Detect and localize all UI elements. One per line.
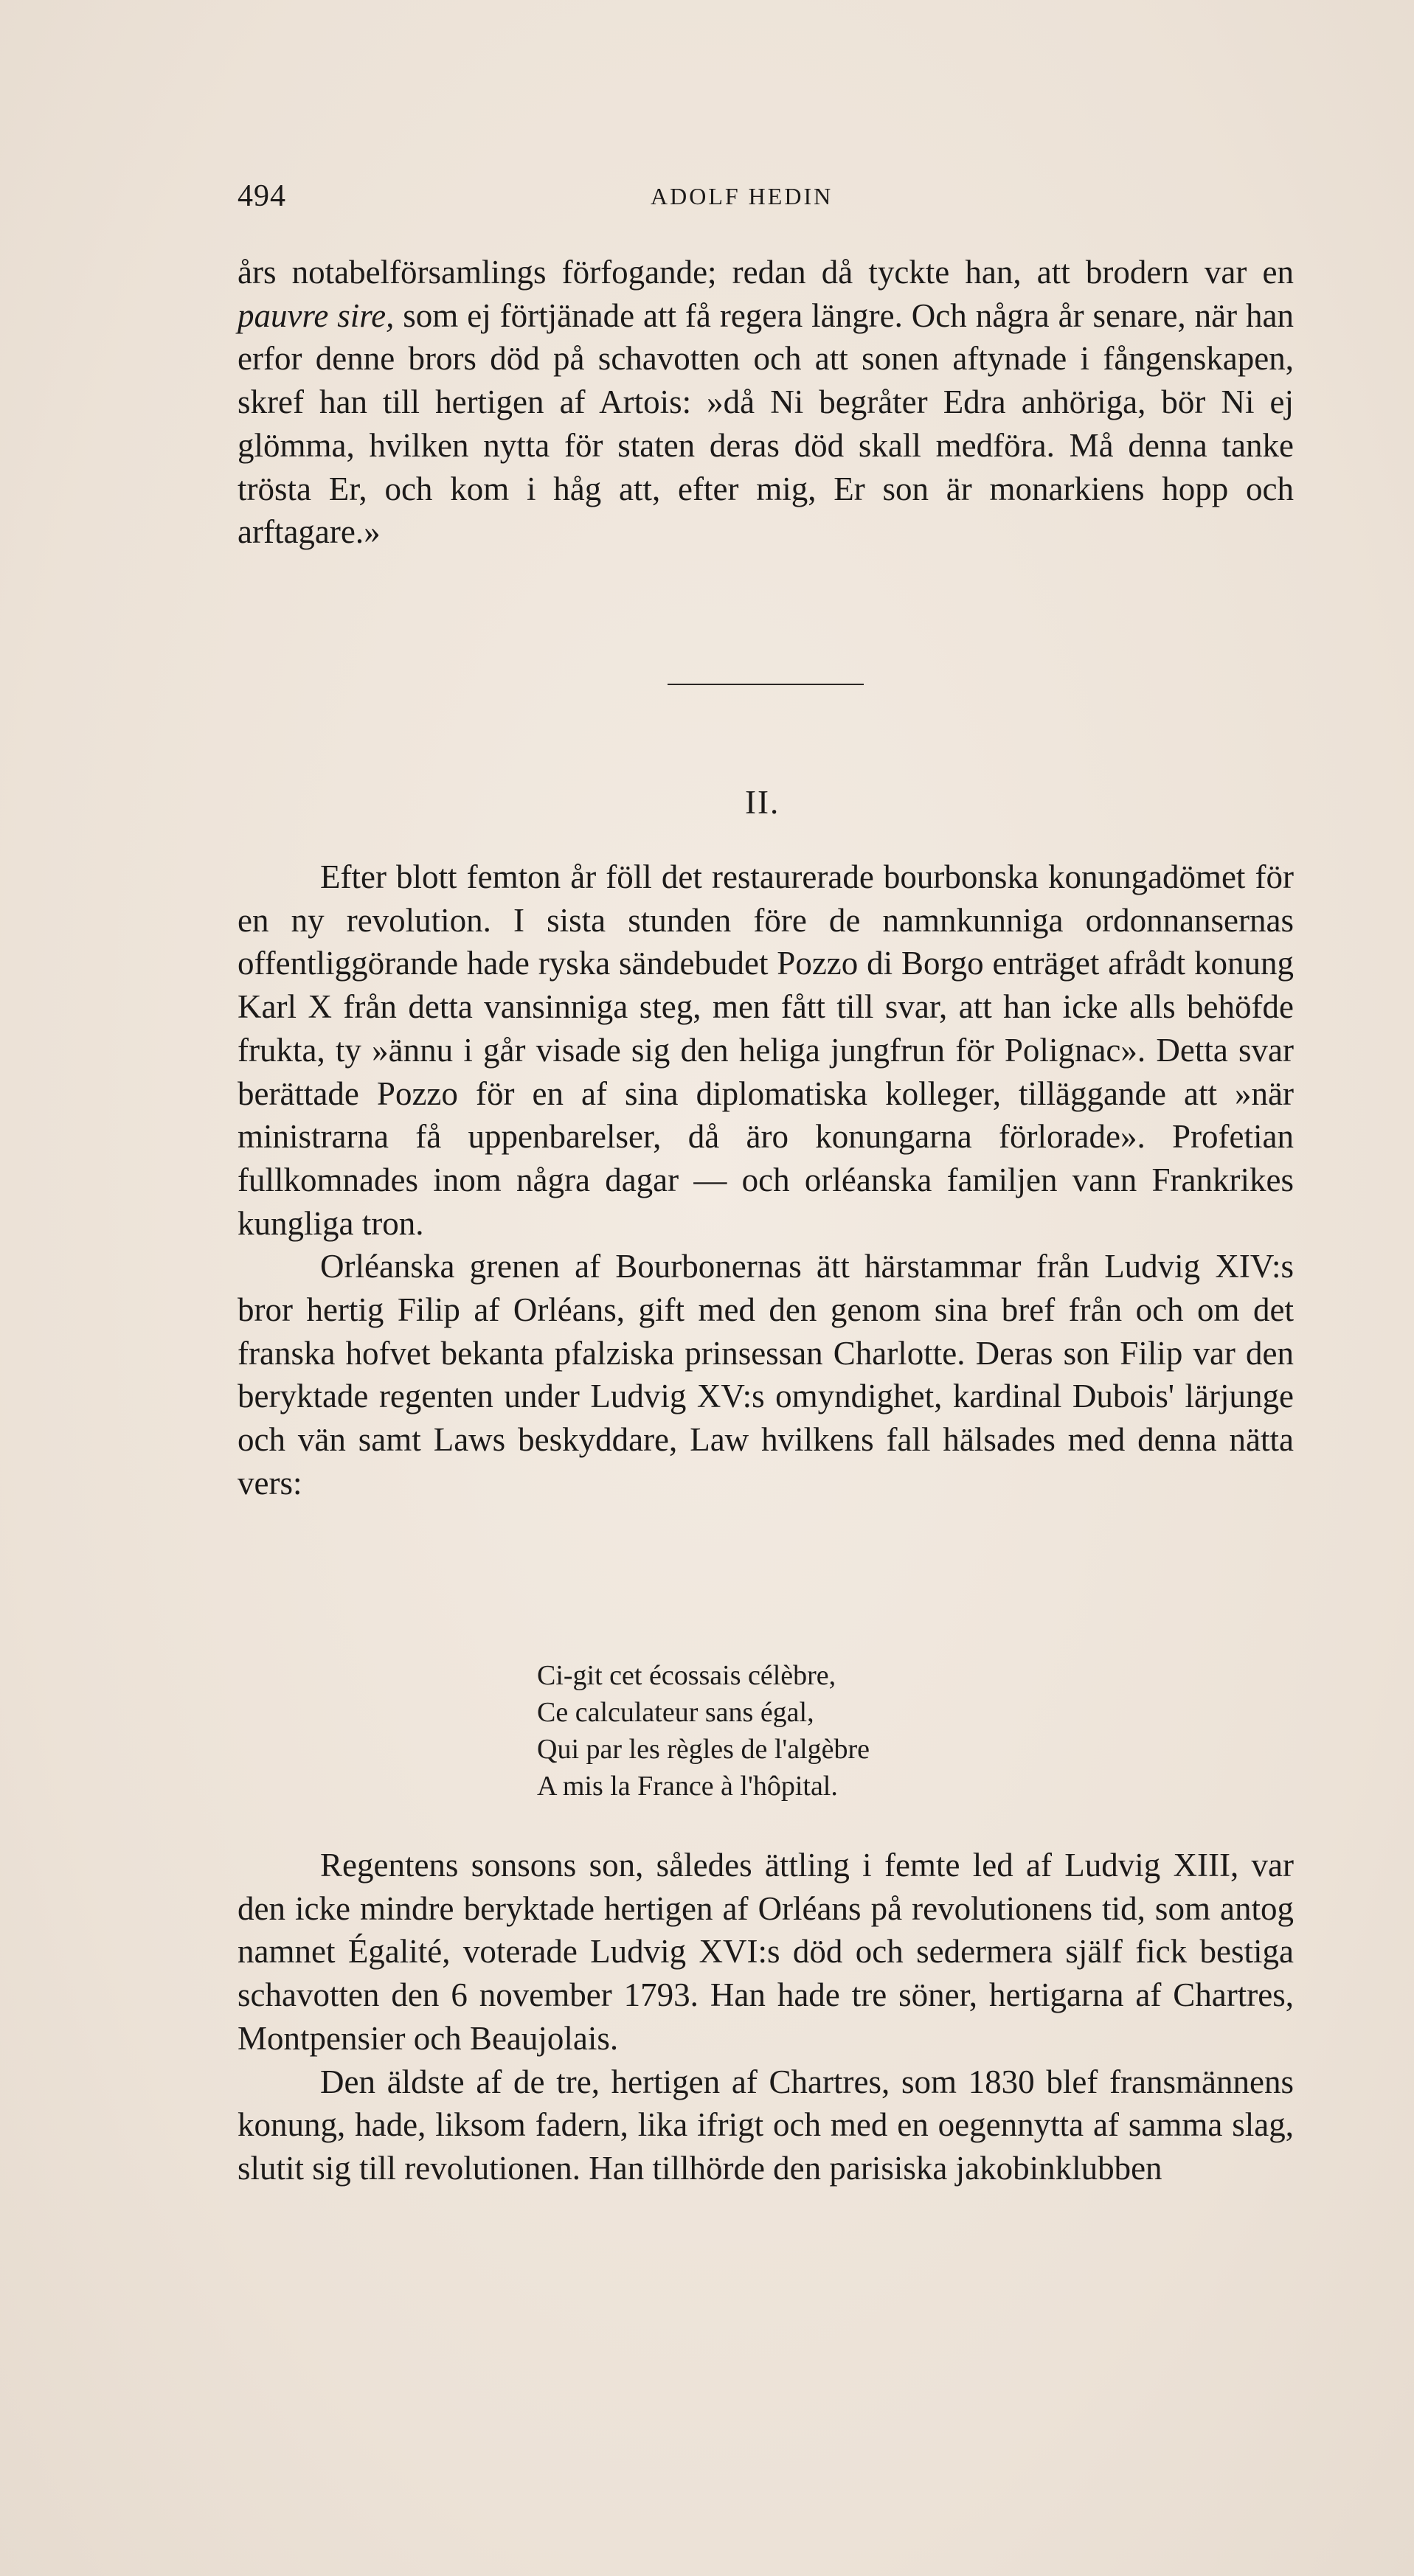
verse-line-2: Ce calculateur sans égal, (537, 1697, 814, 1728)
section-divider (668, 684, 864, 685)
paragraph-2: Efter blott femton år föll det restaurerade bourbonska konungadömet för en ny revolution. I sista stunden före de namnkunniga ordonnansernas offentliggörande hade ryska sändebudet Pozzo di Borgo enträget afrådt konung Karl X från detta vansinniga steg, men fått till svar, att han icke alls behöfde frukta, ty »ännu i går visade sig den heliga jungfrun för Polignac». Detta svar berättade Pozzo för en af sina diplomatiska kolleger, tilläggande att »när ministrarna få uppenbarelser, då äro konungarna förlorade». Profetian fullkomnades inom några dagar — och orléanska familjen vann Frankrikes kungliga tron. (238, 858, 1294, 1242)
page-header (238, 178, 1300, 215)
paragraph-3: Orléanska grenen af Bourbonernas ätt härstammar från Ludvig XIV:s bror hertig Filip af Orléans, gift med den genom sina bref från och om det franska hofvet bekanta pfalziska prinsessan Charlotte. Deras son Filip var den beryktade regenten under Ludvig XV:s omyndighet, kardinal Dubois' lärjunge och vän samt Laws beskyddare, Law hvilkens fall hälsades med denna nätta vers: (238, 1248, 1294, 1501)
paragraph-1-emphasis: pauvre sire, (238, 296, 395, 334)
paragraph-1-text-start: års notabelförsamlings förfogande; redan då tyckte han, att brodern var en (238, 254, 1294, 291)
continued-paragraph (238, 251, 1294, 554)
running-head: ADOLF HEDIN (651, 183, 834, 209)
page-number: 494 (238, 179, 286, 213)
closing-text (238, 1844, 1294, 2190)
verse-line-1: Ci-git cet écossais célèbre, (537, 1660, 836, 1691)
paragraph-5: Den äldste af de tre, hertigen af Chartres, som 1830 blef fransmännens konung, hade, liksom fadern, lika ifrigt och med en oegennytta af samma slag, slutit sig till revolutionen. Han tillhörde den parisiska jakobinklubben (238, 2063, 1294, 2187)
section-body (238, 855, 1294, 1505)
section-heading: II. (745, 784, 780, 821)
paragraph-1-text-end: som ej förtjänade att få regera längre. Och några år senare, när han erfor denne brors död på schavotten och att sonen aftynade i fångenskapen, skref han till hertigen af Artois: »då Ni begråter Edra anhöriga, bör Ni ej glömma, hvilken nytta för staten deras död skall medföra. Må denna tanke trösta Er, och kom i håg att, efter mig, Er son är monarkiens hopp och arftagare.» (238, 296, 1295, 551)
verse-line-4: A mis la France à l'hôpital. (537, 1771, 838, 1802)
verse-line-3: Qui par les règles de l'algèbre (537, 1734, 870, 1765)
paragraph-1 (238, 251, 1294, 554)
paragraph-4: Regentens sonsons son, således ättling i femte led af Ludvig XIII, var den icke mindre beryktade hertigen af Orléans på revolutionens tid, som antog namnet Égalité, voterade Ludvig XVI:s död och sedermera själf fick bestiga schavotten den 6 november 1793. Han hade tre söner, hertigarna af Chartres, Montpensier och Beaujolais. (238, 1847, 1294, 2057)
verse-quote (537, 1657, 870, 1805)
